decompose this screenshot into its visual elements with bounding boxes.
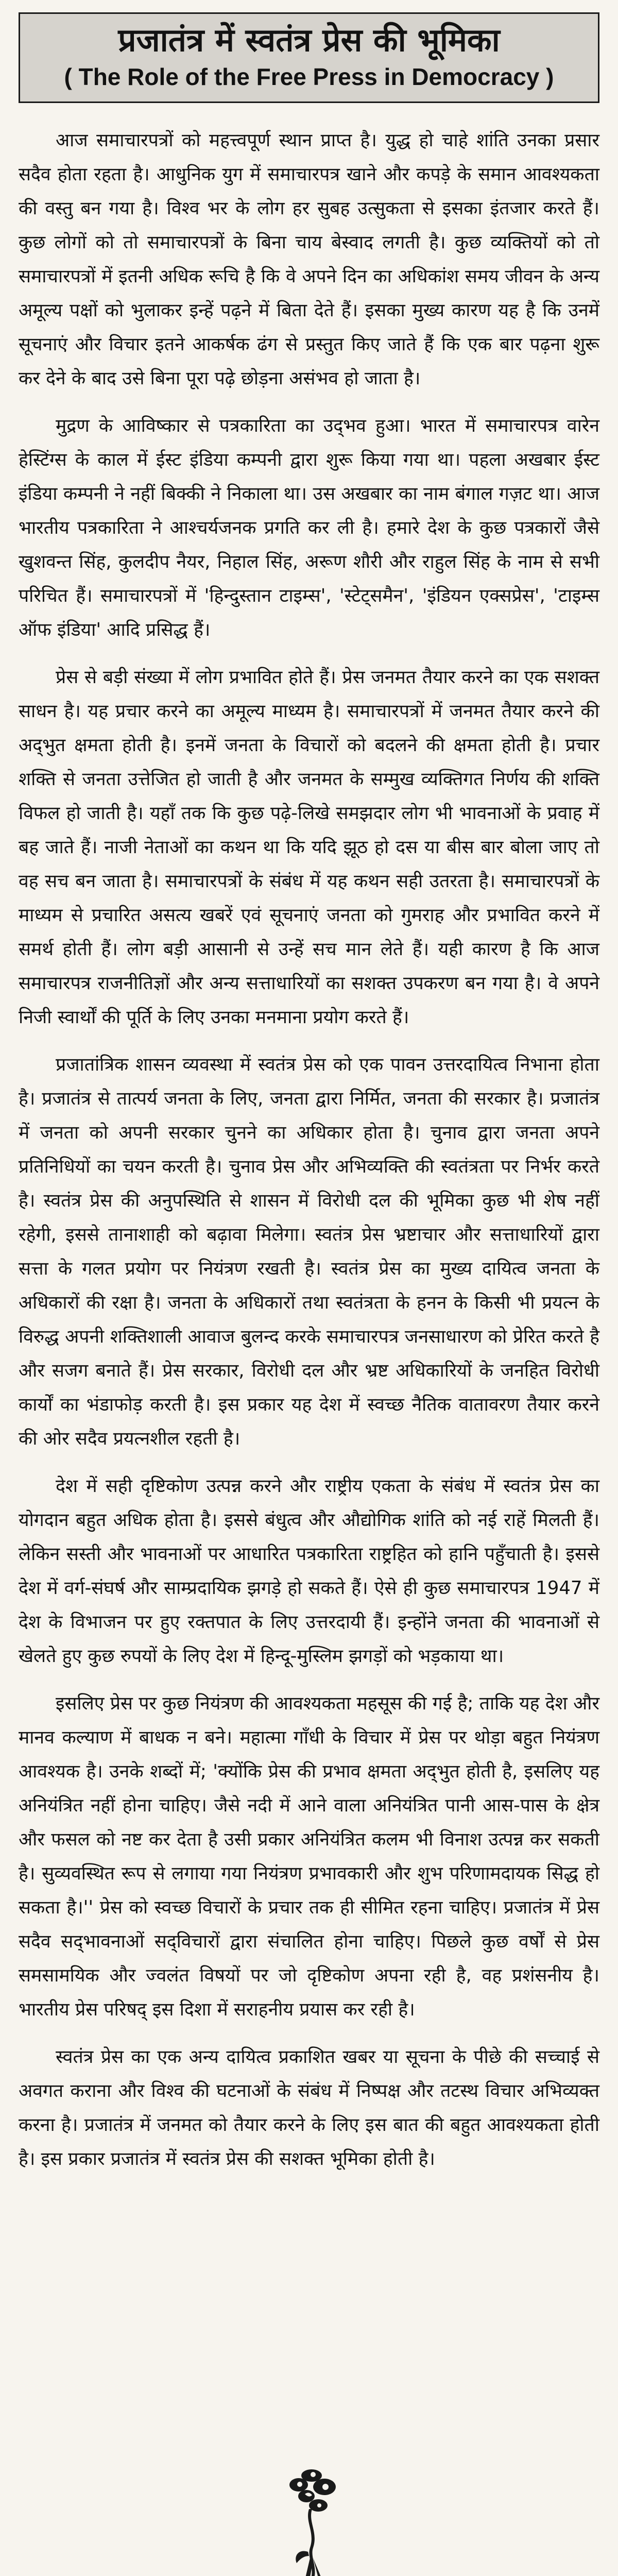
paragraph-2: मुद्रण के आविष्कार से पत्रकारिता का उद्‌भव हुआ। भारत में समाचारपत्र वारेन हेस्टिंग्स के काल में ईस्ट इंडिया कम्पनी द्वारा शुरू किया गया था। पहला अखबार ईस्ट इंडिया कम्पनी ने नहीं बिक्की ने निकाला था। उस अखबार का नाम बंगाल गज़ट था। आज भारतीय पत्रकारिता ने आश्चर्यजनक प्रगति कर ली है। हमारे देश के कुछ पत्रकारों जैसे खुशवन्त सिंह, कुलदीप नैयर, निहाल सिंह, अरूण शौरी और राहुल सिंह के नाम से सभी परिचित हैं। समाचारपत्रों में 'हिन्दुस्तान टाइम्स', 'स्टेट्समैन', 'इंडियन एक्सप्रेस', 'टाइम्स ऑफ इंडिया' आदि प्रसिद्ध हैं। <box>19 415 599 640</box>
page-title: प्रजातंत्र में स्वतंत्र प्रेस की भूमिका <box>118 21 500 59</box>
paragraph-4: प्रजातांत्रिक शासन व्यवस्था में स्वतंत्र प्रेस को एक पावन उत्तरदायित्व निभाना होता है। प्रजातंत्र से तात्पर्य जनता के लिए, जनता द्वारा निर्मित, जनता की सरकार है। प्रजातंत्र में जनता को अपनी सरकार चुनने का अधिकार होता है। चुनाव द्वारा जनता अपने प्रतिनिधियों का चयन करती है। चुनाव प्रेस और अभिव्यक्ति की स्वतंत्रता पर निर्भर करते है। स्वतंत्र प्रेस की अनुपस्थिति से शासन में विरोधी दल की भूमिका कुछ भी शेष नहीं रहेगी, इससे तानाशाही को बढ़ावा मिलेगा। स्वतंत्र प्रेस भ्रष्टाचार और सत्ताधारियों द्वारा सत्ता के गलत प्रयोग पर नियंत्रण रखती है। स्वतंत्र प्रेस का मुख्य दायित्व जनता के अधिकारों की रक्षा है। जनता के अधिकारों तथा स्वतंत्रता के हनन के किसी भी प्रयत्न के विरुद्ध अपनी शक्तिशाली आवाज बुलन्द करके समाचारपत्र जनसाधारण को प्रेरित करते है और सजग बनाते हैं। प्रेस सरकार, विरोधी दल और भ्रष्ट अधिकारियों के जनहित विरोधी कार्यों का भंडाफोड़ करती है। इस प्रकार यह देश में स्वच्छ नैतिक वातावरण तैयार करने की ओर सदैव प्रयत्नशील रहती है। <box>19 1054 599 1449</box>
title-box <box>19 12 599 103</box>
paragraph-7: स्वतंत्र प्रेस का एक अन्य दायित्व प्रकाशित खबर या सूचना के पीछे की सच्चाई से अवगत कराना और विश्व की घटनाओं के संबंध में निष्पक्ष और तटस्थ विचार अभिव्यक्त करना है। प्रजातंत्र में जनमत को तैयार करने के लिए इस बात की बहुत आवश्यकता होती है। इस प्रकार प्रजातंत्र में स्वतंत्र प्रेस की सशक्त भूमिका होती है। <box>19 2046 599 2170</box>
floral-ornament-icon <box>278 2460 345 2576</box>
paragraph-1: आज समाचारपत्रों को महत्त्वपूर्ण स्थान प्राप्त है। युद्ध हो चाहे शांति उनका प्रसार सदैव होता रहता है। आधुनिक युग में समाचारपत्र खाने और कपड़े के समान आवश्यकता की वस्तु बन गया है। विश्व भर के लोग हर सुबह उत्सुकता से इसका इंतजार करते हैं। कुछ लोगों को तो समाचारपत्रों के बिना चाय बेस्वाद लगती है। कुछ व्यक्तियों को तो समाचारपत्रों में इतनी अधिक रूचि है कि वे अपने दिन का अधिकांश समय जीवन के अन्य अमूल्य पक्षों को भुलाकर इन्हें पढ़ने में बिता देते हैं। इसका मुख्य कारण यह है कि उनमें सूचनाएं और विचार इतने आकर्षक ढंग से प्रस्तुत किए जाते हैं कि एक बार पढ़ना शुरू कर देने के बाद उसे बिना पूरा पढ़े छोड़ना असंभव हो जाता है। <box>19 129 599 389</box>
paragraph-5: देश में सही दृष्टिकोण उत्पन्न करने और राष्ट्रीय एकता के संबंध में स्वतंत्र प्रेस का योगदान बहुत अधिक होता है। इससे बंधुत्व और औद्योगिक शांति को नई राहें मिलती हैं। लेकिन सस्ती और भावनाओं पर आधारित पत्रकारिता राष्ट्रहित को हानि पहुँचाती है। इससे देश में वर्ग-संघर्ष और साम्प्रदायिक झगड़े हो सकते हैं। ऐसे ही कुछ समाचारपत्र 1947 में देश के विभाजन पर हुए रक्तपात के लिए उत्तरदायी हैं। इन्होंने जनता की भावनाओं से खेलते हुए कुछ रुपयों के लिए देश में हिन्दू-मुस्लिम झगड़ों को भड़काया था। <box>19 1475 599 1667</box>
paragraph-6: इसलिए प्रेस पर कुछ नियंत्रण की आवश्यकता महसूस की गई है; ताकि यह देश और मानव कल्याण में बाधक न बने। महात्मा गाँधी के विचार में प्रेस पर थोड़ा बहुत नियंत्रण आवश्यक है। उनके शब्दों में; 'क्योंकि प्रेस की प्रभाव क्षमता अद्‌भुत होती है, इसलिए यह अनियंत्रित नहीं होना चाहिए। जैसे नदी में आने वाला अनियंत्रित पानी आस-पास के क्षेत्र और फसल को नष्ट कर देता है उसी प्रकार अनियंत्रित कलम भी विनाश उत्पन्न कर सकती है। सुव्यवस्थित रूप से लगाया गया नियंत्रण प्रभावकारी और शुभ परिणामदायक सिद्ध हो सकता है।'' प्रेस को स्वच्छ विचारों के प्रचार तक ही सीमित रहना चाहिए। प्रजातंत्र में प्रेस सदैव सद्‌भावनाओं सद्‌विचारों द्वारा संचालित होना चाहिए। पिछले कुछ वर्षों से प्रेस समसामयिक और ज्वलंत विषयों पर जो दृष्टिकोण अपना रही है, वह प्रशंसनीय है। भारतीय प्रेस परिषद्‌ इस दिशा में सराहनीय प्रयास कर रही है। <box>19 1692 599 2020</box>
page-subtitle: ( The Role of the Free Press in Democracy ) <box>64 63 554 91</box>
paragraph-3: प्रेस से बड़ी संख्या में लोग प्रभावित होते हैं। प्रेस जनमत तैयार करने का एक सशक्त साधन है। यह प्रचार करने का अमूल्य माध्यम है। समाचारपत्रों में जनमत तैयार करने की अद्‌भुत क्षमता होती है। इनमें जनता के विचारों को बदलने की क्षमता होती है। प्रचार शक्ति से जनता उत्तेजित हो जाती है और जनमत के सम्मुख व्यक्तिगत निर्णय की शक्ति विफल हो जाती है। यहाँ तक कि कुछ पढ़े-लिखे समझदार लोग भी भावनाओं के प्रवाह में बह जाते हैं। नाजी नेताओं का कथन था कि यदि झूठ हो दस या बीस बार बोला जाए तो वह सच बन जाता है। समाचारपत्रों के संबंध में यह कथन सही उतरता है। समाचारपत्रों के माध्यम से प्रचारित असत्य खबरें एवं सूचनाएं जनता को गुमराह और प्रभावित करने में समर्थ होती हैं। लोग बड़ी आसानी से उन्हें सच मान लेते हैं। यही कारण है कि आज समाचारपत्र राजनीतिज्ञों और अन्य सत्ताधारियों का सशक्त उपकरण बन गया है। वे अपने निजी स्वार्थों की पूर्ति के लिए उनका मनमाना प्रयोग करते हैं। <box>19 666 599 1028</box>
